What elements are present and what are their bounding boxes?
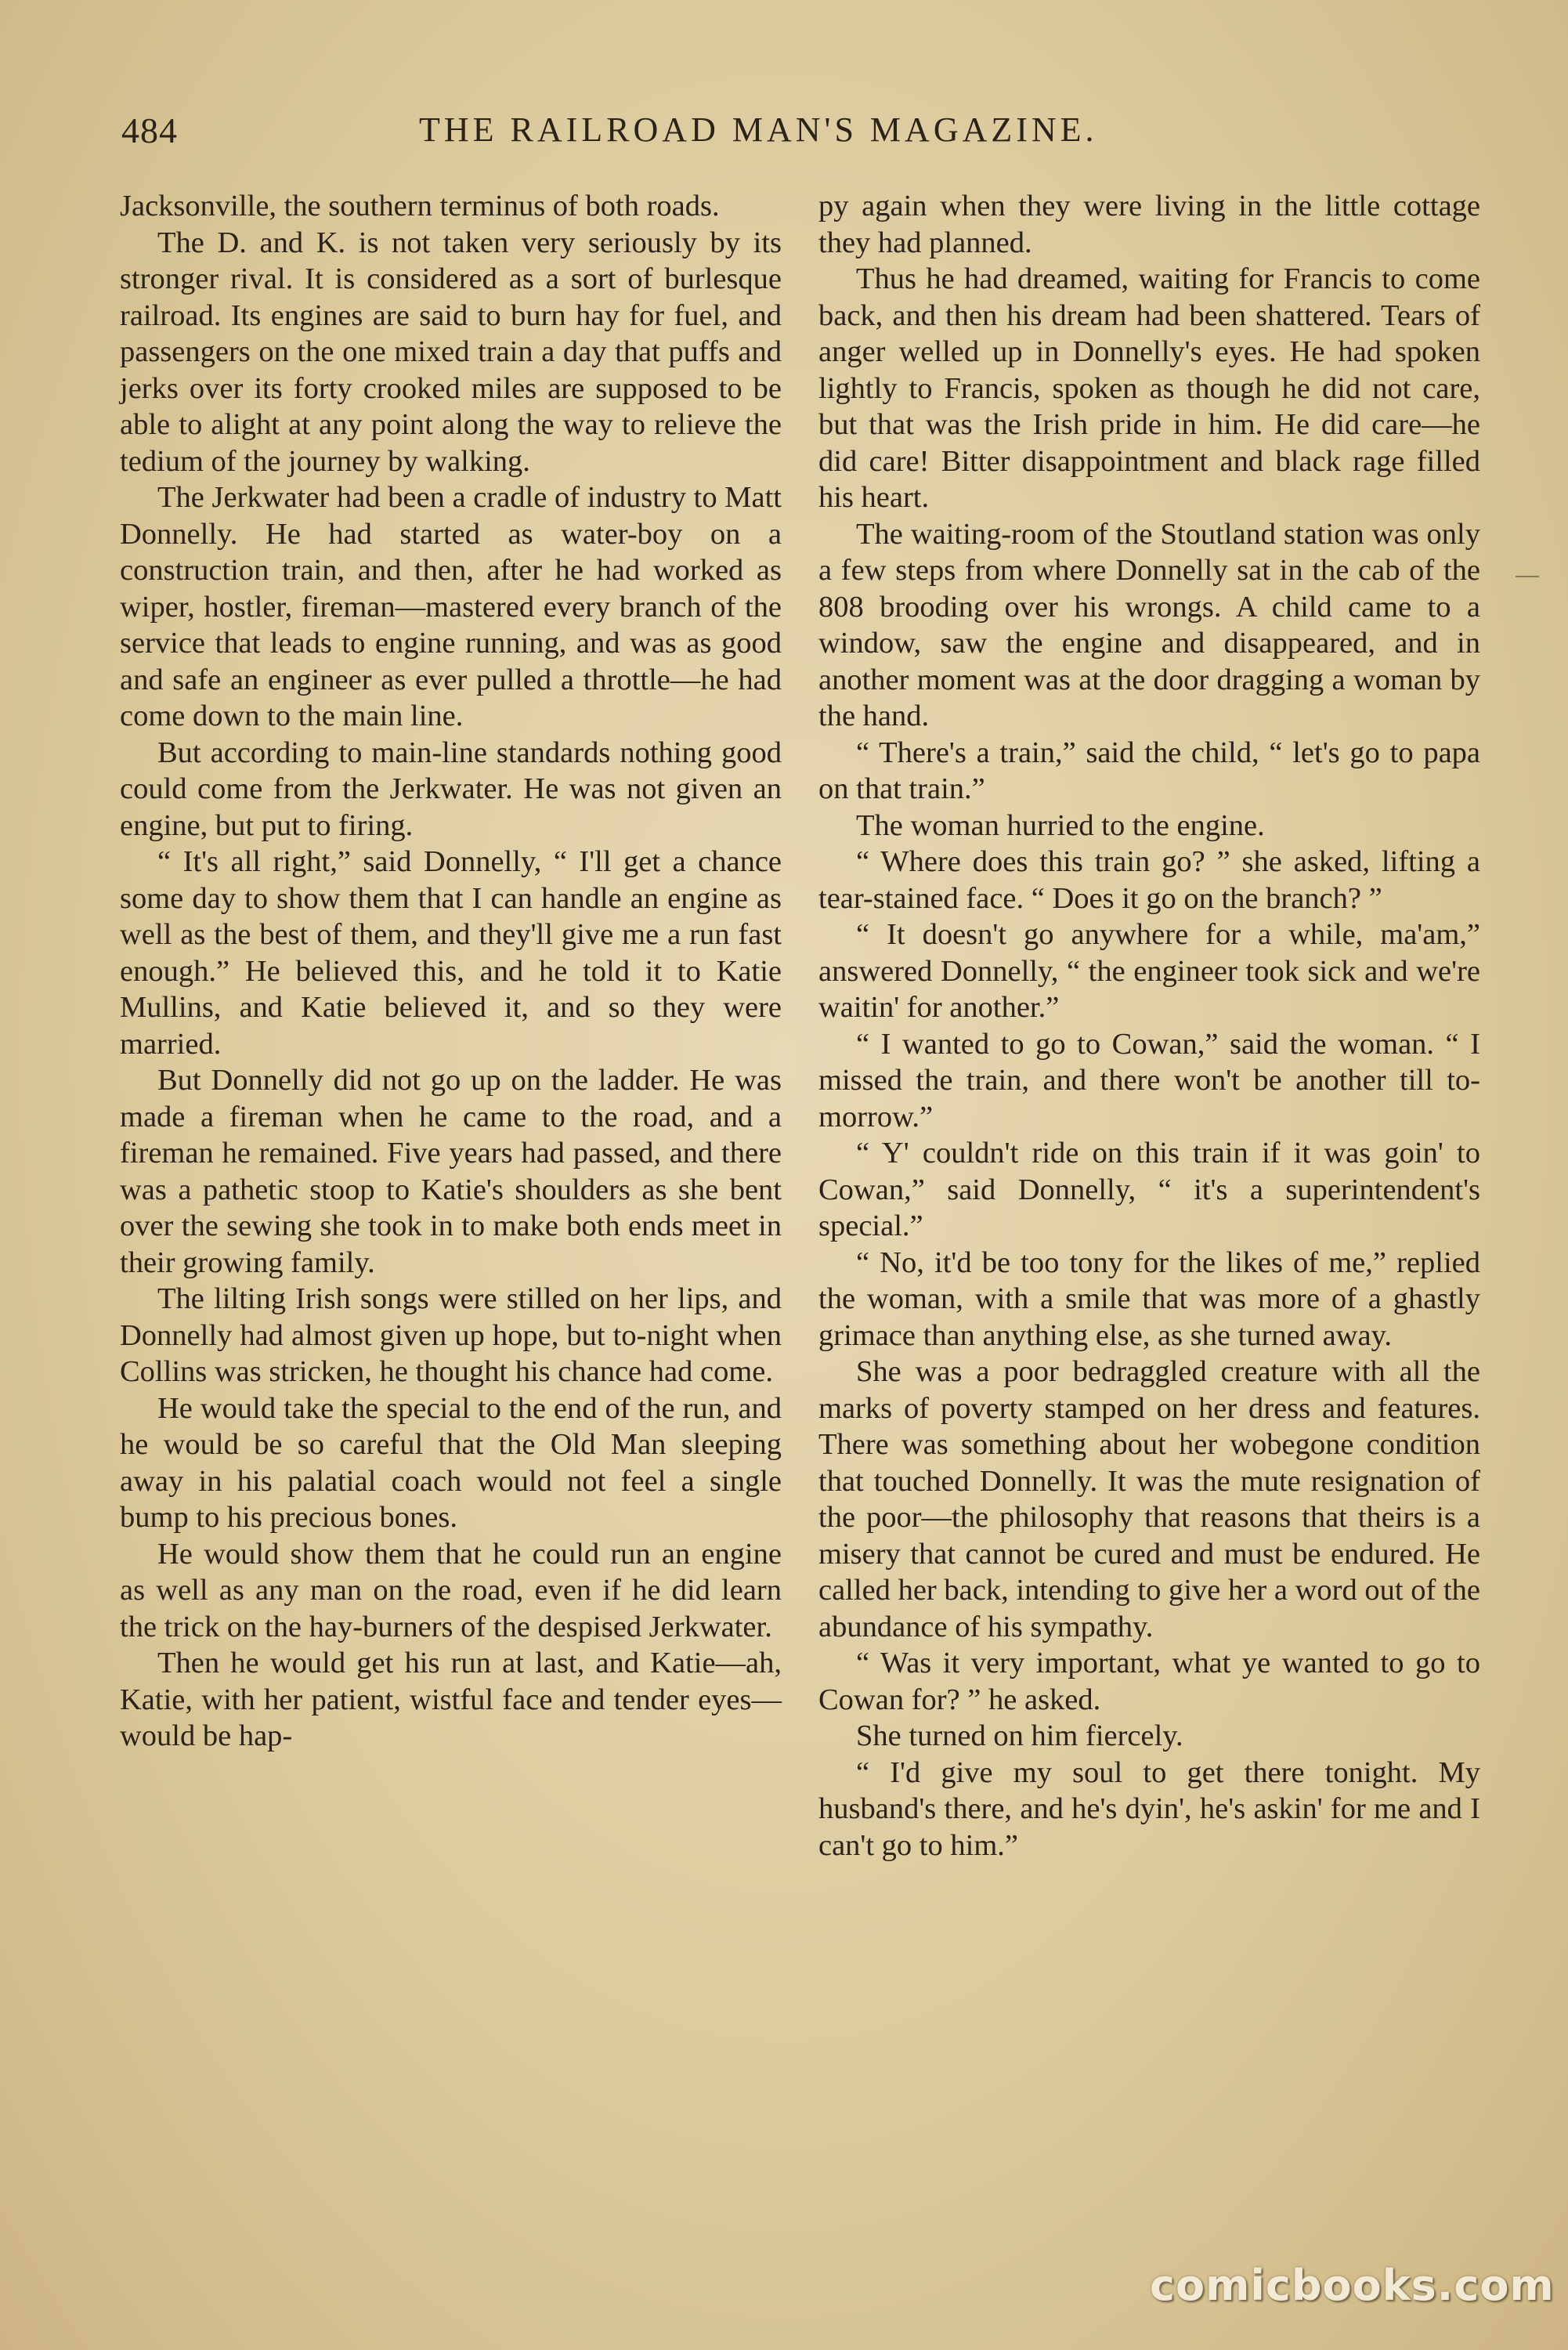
paragraph: “ I'd give my soul to get there tonight. My husband's there, and he's dyin', he's askin' for me and I can't go to him.”: [818, 1755, 1480, 1862]
paragraph: Thus he had dreamed, waiting for Francis to come back, and then his dream had been shattered. Tears of anger welled up in Donnelly's eyes. He had spoken lightly to Francis, spoken as though he did not care, but that was the Irish pride in him. He did care—he did care! Bitter disappointment and black rage filled his heart.: [818, 262, 1480, 514]
watermark-logo: comicbooks.com: [1150, 2261, 1555, 2310]
paragraph: The waiting-room of the Stoutland station was only a few steps from where Donnelly sat in the cab of the 808 brooding over his wrongs. A child came to a window, saw the engine and disappeared, and in another moment was at the door dragging a woman by the hand.: [818, 517, 1480, 732]
running-title: THE RAILROAD MAN'S MAGAZINE.: [419, 110, 1098, 149]
paragraph: But according to main-line standards nothing good could come from the Jerkwater. He was not given an engine, but put to firing.: [120, 736, 782, 842]
paragraph: He would show them that he could run an engine as well as any man on the road, even if he did learn the trick on the hay-burners of the despised Jerkwater.: [120, 1537, 782, 1643]
paragraph: “ There's a train,” said the child, “ let's go to papa on that train.”: [818, 736, 1480, 805]
paragraph: He would take the special to the end of the run, and he would be so careful that the Old Man sleeping away in his palatial coach would not feel a single bump to his precious bones.: [120, 1391, 782, 1534]
paragraph: She was a poor bedraggled creature with all the marks of poverty stamped on her dress and features. There was something about her wobegone condition that touched Donnelly. It was the mute resignation of the poor—the philosophy that reasons that theirs is a misery that cannot be cured and must be endured. He called her back, intending to give her a word out of the abundance of his sympathy.: [818, 1355, 1480, 1643]
paragraph: The woman hurried to the engine.: [856, 808, 1265, 842]
page-header: [121, 110, 1484, 164]
left-column: [120, 188, 782, 1755]
paragraph: The Jerkwater had been a cradle of industry to Matt Donnelly. He had started as water-boy on a construction train, and then, after he had worked as wiper, hostler, fireman—mastered every branch of the service that leads to engine running, and was as good and safe an engineer as ever pulled a throttle—he had come down to the main line.: [120, 481, 782, 732]
right-column: [818, 188, 1480, 1864]
margin-mark: [1516, 576, 1539, 577]
paragraph: “ It doesn't go anywhere for a while, ma'am,” answered Donnelly, “ the engineer took sick and we're waitin' for another.”: [818, 918, 1480, 1024]
paragraph: Then he would get his run at last, and Katie—ah, Katie, with her patient, wistful face and tender eyes—would be hap-: [120, 1647, 782, 1752]
paragraph: She turned on him fiercely.: [856, 1719, 1183, 1752]
paragraph: Jacksonville, the southern terminus of both roads.: [120, 190, 720, 222]
paragraph: “ I wanted to go to Cowan,” said the woman. “ I missed the train, and there won't be another till to-morrow.”: [818, 1027, 1480, 1133]
page-number: 484: [121, 110, 178, 150]
paragraph: py again when they were living in the little cottage they had planned.: [818, 190, 1480, 259]
paragraph: “ Was it very important, what ye wanted to go to Cowan for? ” he asked.: [818, 1647, 1480, 1716]
paragraph: “ Where does this train go? ” she asked, lifting a tear-stained face. “ Does it go on the branch? ”: [818, 845, 1480, 915]
paragraph: But Donnelly did not go up on the ladder. He was made a fireman when he came to the road, and a fireman he remained. Five years had passed, and there was a pathetic stoop to Katie's shoulders as she bent over the sewing she took in to make both ends meet in their growing family.: [120, 1064, 782, 1279]
paragraph: “ No, it'd be too tony for the likes of me,” replied the woman, with a smile that was more of a ghastly grimace than anything else, as she turned away.: [818, 1246, 1480, 1352]
paragraph: “ Y' couldn't ride on this train if it was goin' to Cowan,” said Donnelly, “ it's a superintendent's special.”: [818, 1137, 1480, 1242]
paragraph: The D. and K. is not taken very seriously by its stronger rival. It is considered as a sort of burlesque railroad. Its engines are said to burn hay for fuel, and passengers on the one mixed train a day that puffs and jerks over its forty crooked miles are supposed to be able to alight at any point along the way to relieve the tedium of the journey by walking.: [120, 226, 782, 478]
paragraph: The lilting Irish songs were stilled on her lips, and Donnelly had almost given up hope, but to-night when Collins was stricken, he thought his chance had come.: [120, 1282, 782, 1388]
paragraph: “ It's all right,” said Donnelly, “ I'll get a chance some day to show them that I can handle an engine as well as the best of them, and they'll give me a run fast enough.” He believed this, and he told it to Katie Mullins, and Katie believed it, and so they were married.: [120, 845, 782, 1061]
